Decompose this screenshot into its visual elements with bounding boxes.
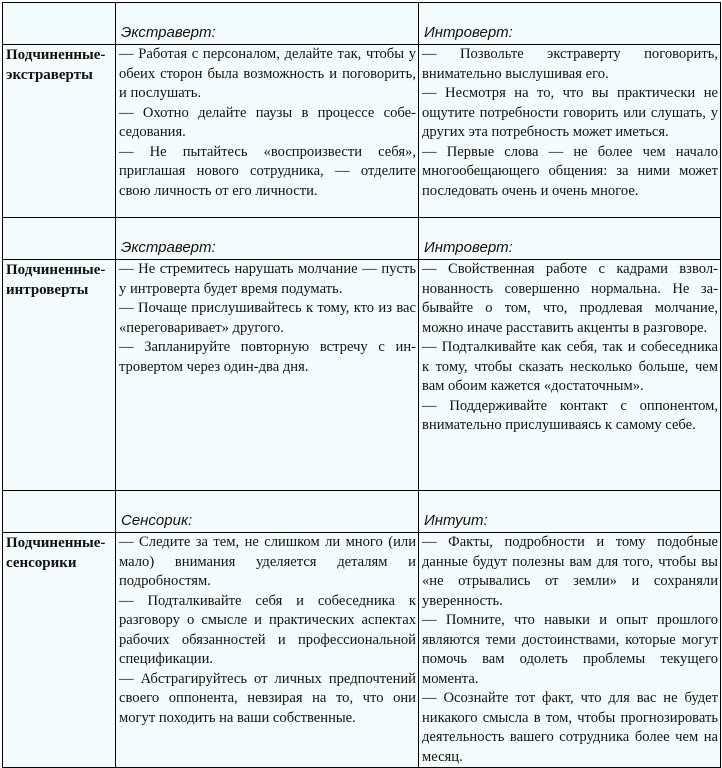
column-header-cell [116,3,419,45]
row-label-line: Подчиненные- [6,47,106,63]
advice-paragraph: — Абстрагируйтесь от личных предпочтений своего оппонента, невзирая на то, что они могут походить на ваши собственные. [119,670,416,726]
column-header-extravert: Экстраверт: [121,24,216,41]
advice-cell-extravert-manager [116,45,419,218]
row-label-introverts [3,260,116,491]
column-header-cell [419,218,721,260]
advice-paragraph: — Осознайте тот факт, что для вас не будет никакого смысла в том, чтобы прогнозировать деятельность вашего сотрудника более чем на месяц. [422,690,718,765]
column-header-cell [116,491,419,533]
column-header-intuitive: Интуит: [424,512,488,529]
column-header-introvert: Интроверт: [424,239,513,256]
advice-paragraph: — Первые слова — не более чем начало многообещающего общения: за ними может последовать очень и очень многое. [422,143,718,199]
advice-paragraph: — Работая с персоналом, делайте так, чтобы у обеих сторон была возможность и поговорить, и послушать. [119,46,416,101]
advice-cell-intuitive-manager [419,533,721,768]
section-header-row-introverts [3,218,721,260]
column-header-cell [116,218,419,260]
personality-types-table [2,2,721,768]
section-header-row-sensors [3,491,721,533]
table-row-sensors [3,533,721,768]
empty-header-cell [3,491,116,533]
advice-cell-sensor-manager [116,533,419,768]
row-label-line: сенсорики [6,554,77,571]
advice-paragraph: — Следите за тем, не слишком ли много (или мало) внимания уделяется деталям и подробностям. [119,534,416,589]
advice-paragraph: — Свойственная работе с кадрами взволнованность совершенно нормальна. Не забывайте о том, что, продлевая молчание, можно иначе расставить акценты в разговоре. [422,261,718,336]
advice-paragraph: — Почаще прислушивайтесь к тому, кто из вас «переговаривает» другого. [119,300,416,336]
advice-cell-extravert-manager [116,260,419,491]
row-label-line: Подчиненные- [6,535,106,551]
row-label-line: экстраверты [6,66,93,83]
table-row-extraverts [3,45,721,218]
advice-paragraph: — Подталкивайте как себя, так и собеседника к тому, чтобы сказать несколько больше, чем вам обоим кажется «достаточным». [422,339,718,394]
advice-paragraph: — Помните, что навыки и опыт прошлого являются теми достоинствами, которые могут помочь вам одолеть проблемы текущего момента. [422,612,718,687]
advice-paragraph: — Не пытайтесь «воспроизвести себя», приглашая нового сотрудника, — отделите свою личность от его личности. [119,143,416,199]
column-header-extravert: Экстраверт: [121,239,216,256]
advice-paragraph: — Не стремитесь нарушать молчание — пусть у интроверта будет время подумать. [119,261,416,297]
advice-paragraph: — Факты, подробности и тому подобные данные будут полезны вам для того, чтобы вы «не отрывались от земли» и сохраняли уверенность. [422,534,718,609]
column-header-introvert: Интроверт: [424,24,513,41]
advice-paragraph: — Позвольте экстраверту поговорить, внимательно выслушивая его. [422,46,718,82]
advice-cell-introvert-manager [419,45,721,218]
advice-paragraph: — Подталкивайте себя и собеседника к разговору о смысле и практических аспектах рабочих обязанностей и профессиональной спецификации. [119,592,416,667]
row-label-sensors [3,533,116,768]
row-label-extraverts [3,45,116,218]
advice-paragraph: — Охотно делайте паузы в процессе собеседования. [119,104,416,140]
section-header-row-extraverts [3,3,721,45]
advice-paragraph: — Запланируйте повторную встречу с интровертом через один-два дня. [119,339,416,375]
empty-header-cell [3,3,116,45]
advice-paragraph: — Поддерживайте контакт с оппонентом, внимательно прислушиваясь к самому себе. [422,397,718,433]
document-table-container [2,2,721,768]
table-row-introverts [3,260,721,491]
row-label-line: Подчиненные- [6,262,106,278]
advice-cell-introvert-manager [419,260,721,491]
row-label-line: интроверты [6,281,89,298]
column-header-sensor: Сенсорик: [121,512,193,529]
empty-header-cell [3,218,116,260]
advice-paragraph: — Несмотря на то, что вы практически не ощутите потребности говорить или слушать, у других эта потребность может иметься. [422,85,718,140]
column-header-cell [419,491,721,533]
column-header-cell [419,3,721,45]
